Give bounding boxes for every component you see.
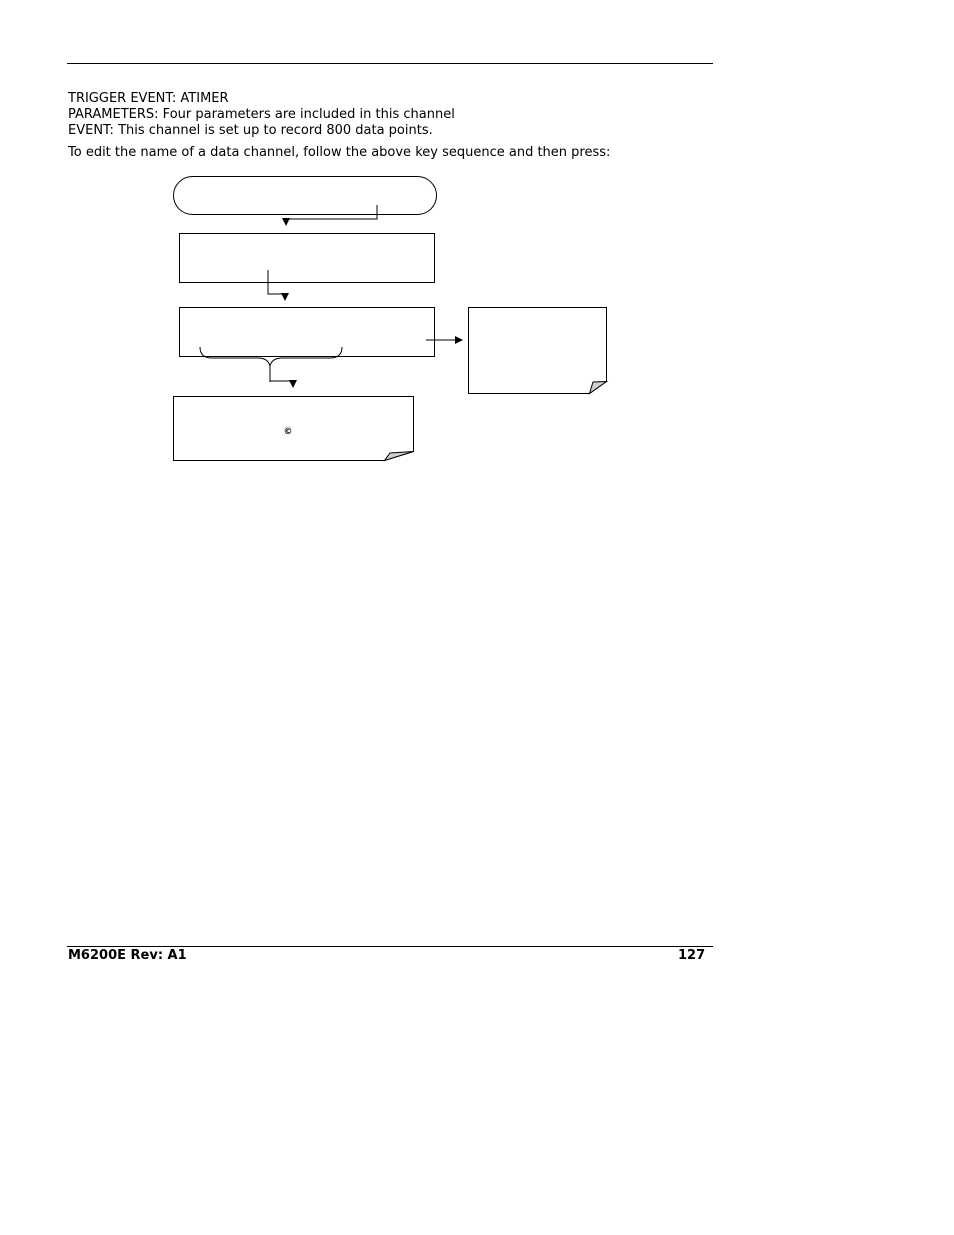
footer-rule	[67, 946, 713, 947]
side-note-box	[469, 308, 607, 394]
footer-page-number: 127	[678, 948, 706, 963]
instruction-line: To edit the name of a data channel, follow the above key sequence and then press:	[68, 145, 611, 160]
display-rounded-box	[174, 177, 437, 215]
bottom-note-box	[174, 397, 414, 461]
menu-box-2	[180, 308, 435, 357]
parameters-line: PARAMETERS: Four parameters are included in this channel	[68, 107, 455, 122]
event-line: EVENT: This channel is set up to record 800 data points.	[68, 123, 433, 138]
trigger-event-line: TRIGGER EVENT: ATIMER	[68, 91, 229, 106]
copyright-glyph: ©	[283, 427, 293, 437]
connector-brace-to-note	[270, 381, 293, 387]
menu-box-1	[180, 234, 435, 283]
footer-model-rev: M6200E Rev: A1	[68, 948, 187, 963]
